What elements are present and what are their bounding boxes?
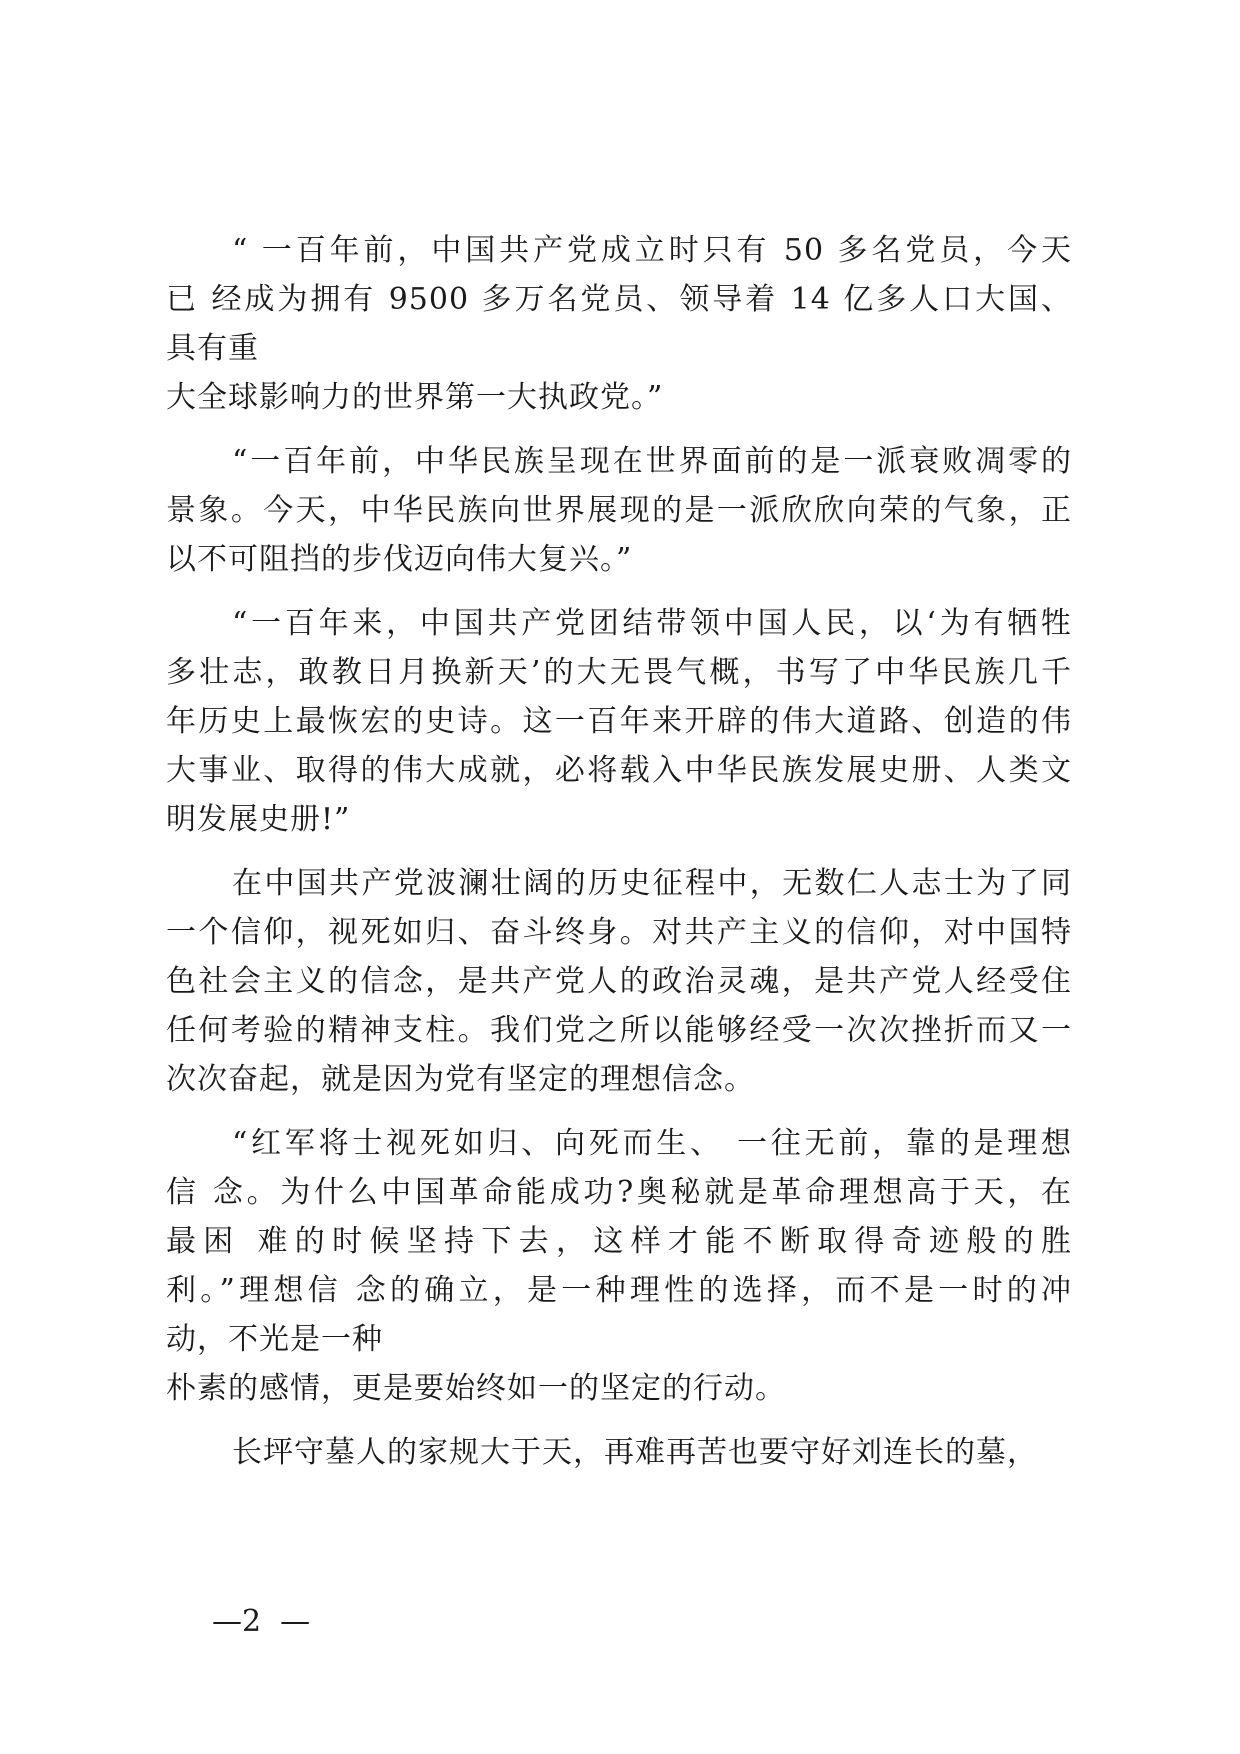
text-line: “ 一百年前，中国共产党成立时只有 50 多名党员，今天 (232, 233, 1072, 268)
text-line: 任何考验的精神支柱。我们党之所以能够经受一次次挫折而又一 (166, 1013, 1072, 1048)
text-line: 色社会主义的信念，是共产党人的政治灵魂，是共产党人经受住 (166, 964, 1072, 999)
text-line: 最困 难的时候坚持下去，这样才能不断取得奇迹般的胜 (166, 1224, 1072, 1259)
text-line: 信 念。为什么中国革命能成功?奥秘就是革命理想高于天，在 (166, 1175, 1072, 1210)
text-line: 大事业、取得的伟大成就，必将载入中华民族发展史册、人类文 (166, 753, 1072, 788)
paragraph (166, 599, 1072, 844)
text-line: 景象。今天，中华民族向世界展现的是一派欣欣向荣的气象，正 (166, 493, 1072, 528)
paragraph (166, 437, 1072, 584)
text-line: 次次奋起，就是因为党有坚定的理想信念。 (166, 1062, 755, 1097)
paragraph-gap (166, 844, 1072, 859)
paragraph (166, 1119, 1072, 1413)
text-line: 以不可阻挡的步伐迈向伟大复兴。” (166, 542, 633, 577)
paragraph-gap (166, 584, 1072, 599)
text-line: “一百年前，中华民族呈现在世界面前的是一派衰败凋零的 (232, 444, 1072, 479)
text-line: 已 经成为拥有 9500 多万名党员、领导着 14 亿多人口大国、 (166, 282, 1072, 317)
text-line: 在中国共产党波澜壮阔的历史征程中，无数仁人志士为了同 (232, 866, 1072, 901)
document-body (166, 226, 1072, 1477)
text-line: 利。”理想信 念的确立，是一种理性的选择，而不是一时的冲 (166, 1273, 1072, 1308)
paragraph-gap (166, 1104, 1072, 1119)
paragraph-gap (166, 1413, 1072, 1428)
text-line: “红军将士视死如归、向死而生、 一往无前，靠的是理想 (232, 1126, 1072, 1161)
paragraph (166, 859, 1072, 1104)
text-line: 多壮志，敢教日月换新天’的大无畏气概，书写了中华民族几千 (166, 655, 1072, 690)
text-line: 朴素的感情，更是要始终如一的坚定的行动。 (166, 1371, 786, 1406)
text-line: 大全球影响力的世界第一大执政党。” (166, 380, 664, 415)
text-line: 明发展史册!” (166, 802, 351, 837)
paragraph-gap (166, 422, 1072, 437)
text-line: 长坪守墓人的家规大于天，再难再苦也要守好刘连长的墓， (232, 1435, 1038, 1470)
paragraph (166, 226, 1072, 422)
paragraph (166, 1428, 1072, 1477)
text-line: 动，不光是一种 (166, 1322, 383, 1357)
text-line: 一个信仰，视死如归、奋斗终身。对共产主义的信仰，对中国特 (166, 915, 1072, 950)
page-number: —2 — (212, 1604, 311, 1639)
text-line: 年历史上最恢宏的史诗。这一百年来开辟的伟大道路、创造的伟 (166, 704, 1072, 739)
text-line: “一百年来，中国共产党团结带领中国人民，以‘为有牺牲 (232, 606, 1072, 641)
text-line: 具有重 (166, 331, 259, 366)
